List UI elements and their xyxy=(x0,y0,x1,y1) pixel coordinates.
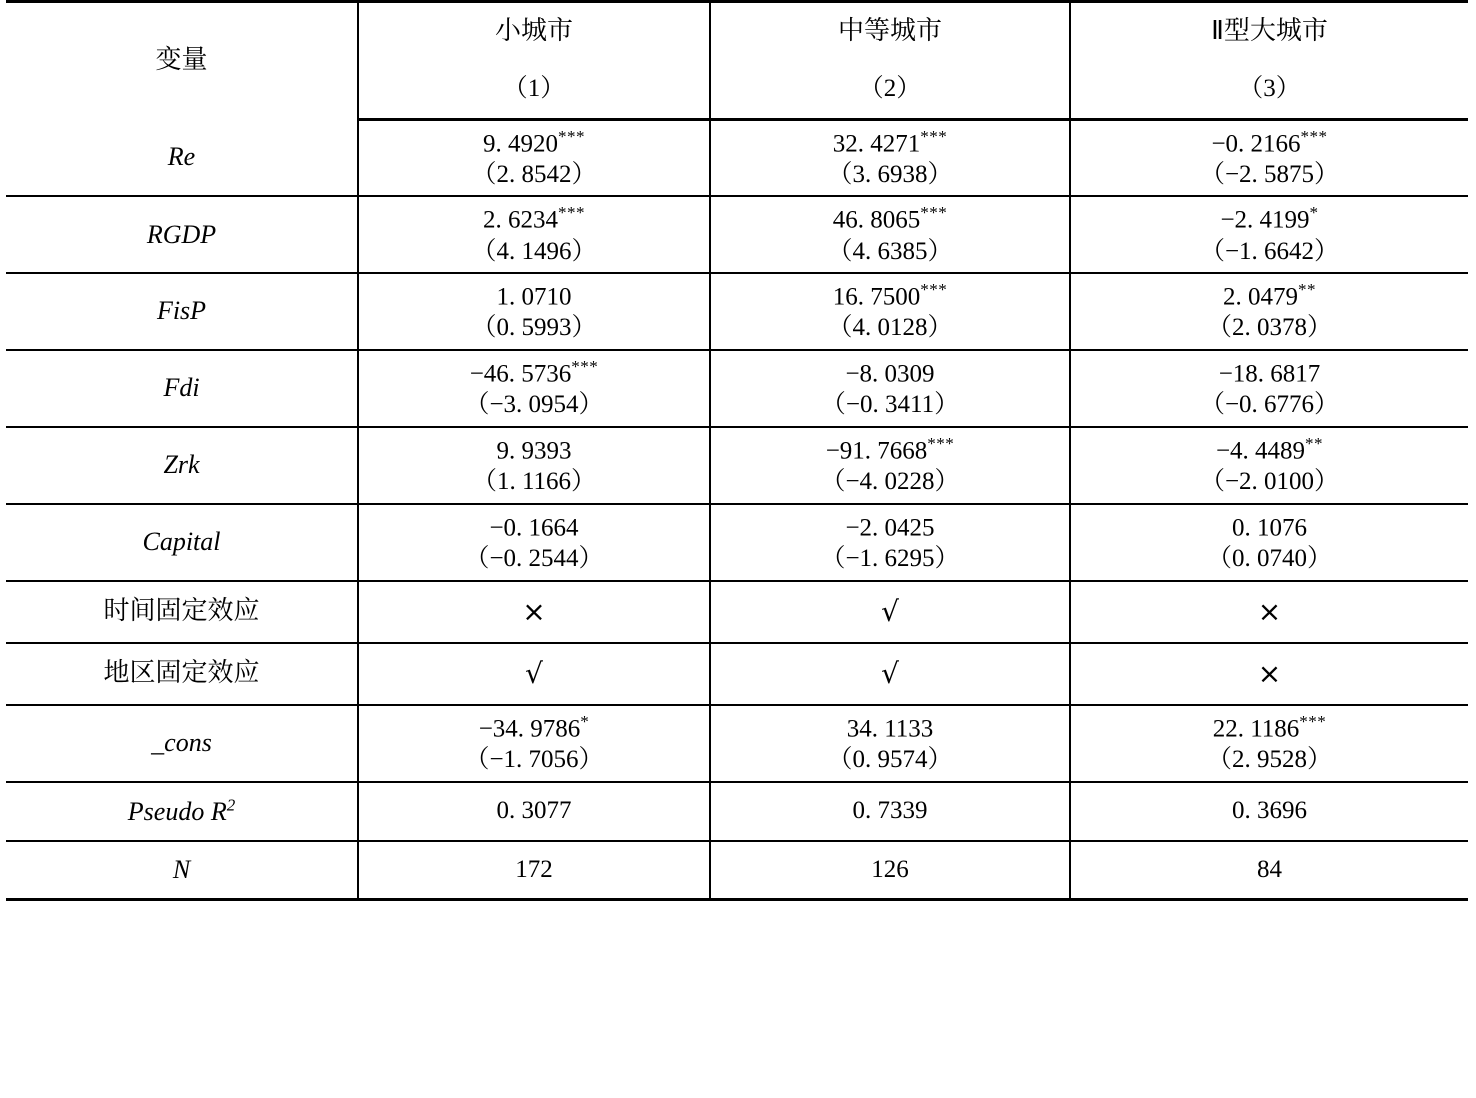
cell-value: 16. 7500*** （4. 0128） xyxy=(710,273,1070,350)
cell-value: × xyxy=(358,581,710,643)
row-label: Fdi xyxy=(6,350,358,427)
row-label: 时间固定效应 xyxy=(6,581,358,643)
cell-value: 172 xyxy=(358,841,710,900)
cell-value: × xyxy=(1070,581,1468,643)
header-model-2: （2） xyxy=(710,61,1070,119)
row-label: Zrk xyxy=(6,427,358,504)
table-row xyxy=(6,273,1468,350)
cell-value: −2. 4199* （−1. 6642） xyxy=(1070,196,1468,273)
cell-value: √ xyxy=(358,643,710,705)
cell-value: −4. 4489** （−2. 0100） xyxy=(1070,427,1468,504)
cell-value: −0. 2166*** （−2. 5875） xyxy=(1070,119,1468,196)
table-row xyxy=(6,196,1468,273)
cell-value: 9. 9393 （1. 1166） xyxy=(358,427,710,504)
cell-value: × xyxy=(1070,643,1468,705)
cell-value: 0. 3077 xyxy=(358,782,710,841)
table-row xyxy=(6,350,1468,427)
row-label: FisP xyxy=(6,273,358,350)
table-header-row-groups xyxy=(6,2,1468,61)
cell-value: 84 xyxy=(1070,841,1468,900)
table-row xyxy=(6,427,1468,504)
row-label: 地区固定效应 xyxy=(6,643,358,705)
table-row xyxy=(6,504,1468,581)
cell-value: √ xyxy=(710,581,1070,643)
header-group-1: 小城市 xyxy=(358,2,710,61)
header-model-3: （3） xyxy=(1070,61,1468,119)
row-label: _cons xyxy=(6,705,358,782)
cell-value: 2. 6234*** （4. 1496） xyxy=(358,196,710,273)
cell-value: √ xyxy=(710,643,1070,705)
row-label: Capital xyxy=(6,504,358,581)
cell-value: −34. 9786* （−1. 7056） xyxy=(358,705,710,782)
cell-value: −18. 6817 （−0. 6776） xyxy=(1070,350,1468,427)
table-row xyxy=(6,841,1468,900)
cell-value: 46. 8065*** （4. 6385） xyxy=(710,196,1070,273)
header-variable-label: 变量 xyxy=(6,2,358,120)
row-label: N xyxy=(6,841,358,900)
table-row xyxy=(6,119,1468,196)
regression-results-table xyxy=(6,0,1468,901)
cell-value: 126 xyxy=(710,841,1070,900)
cell-value: 34. 1133 （0. 9574） xyxy=(710,705,1070,782)
cell-value: −8. 0309 （−0. 3411） xyxy=(710,350,1070,427)
table-row xyxy=(6,643,1468,705)
table-row xyxy=(6,782,1468,841)
cell-value: 1. 0710 （0. 5993） xyxy=(358,273,710,350)
header-group-3: Ⅱ型大城市 xyxy=(1070,2,1468,61)
cell-value: 9. 4920*** （2. 8542） xyxy=(358,119,710,196)
header-group-2: 中等城市 xyxy=(710,2,1070,61)
row-label: Pseudo $R^2$ xyxy=(6,782,358,841)
table-row xyxy=(6,705,1468,782)
row-label: RGDP xyxy=(6,196,358,273)
cell-value: 22. 1186*** （2. 9528） xyxy=(1070,705,1468,782)
header-model-1: （1） xyxy=(358,61,710,119)
row-label: Re xyxy=(6,119,358,196)
cell-value: 0. 3696 xyxy=(1070,782,1468,841)
cell-value: −91. 7668*** （−4. 0228） xyxy=(710,427,1070,504)
cell-value: −0. 1664 （−0. 2544） xyxy=(358,504,710,581)
cell-value: −46. 5736*** （−3. 0954） xyxy=(358,350,710,427)
cell-value: 0. 7339 xyxy=(710,782,1070,841)
table-row xyxy=(6,581,1468,643)
cell-value: −2. 0425 （−1. 6295） xyxy=(710,504,1070,581)
cell-value: 0. 1076 （0. 0740） xyxy=(1070,504,1468,581)
cell-value: 2. 0479** （2. 0378） xyxy=(1070,273,1468,350)
cell-value: 32. 4271*** （3. 6938） xyxy=(710,119,1070,196)
